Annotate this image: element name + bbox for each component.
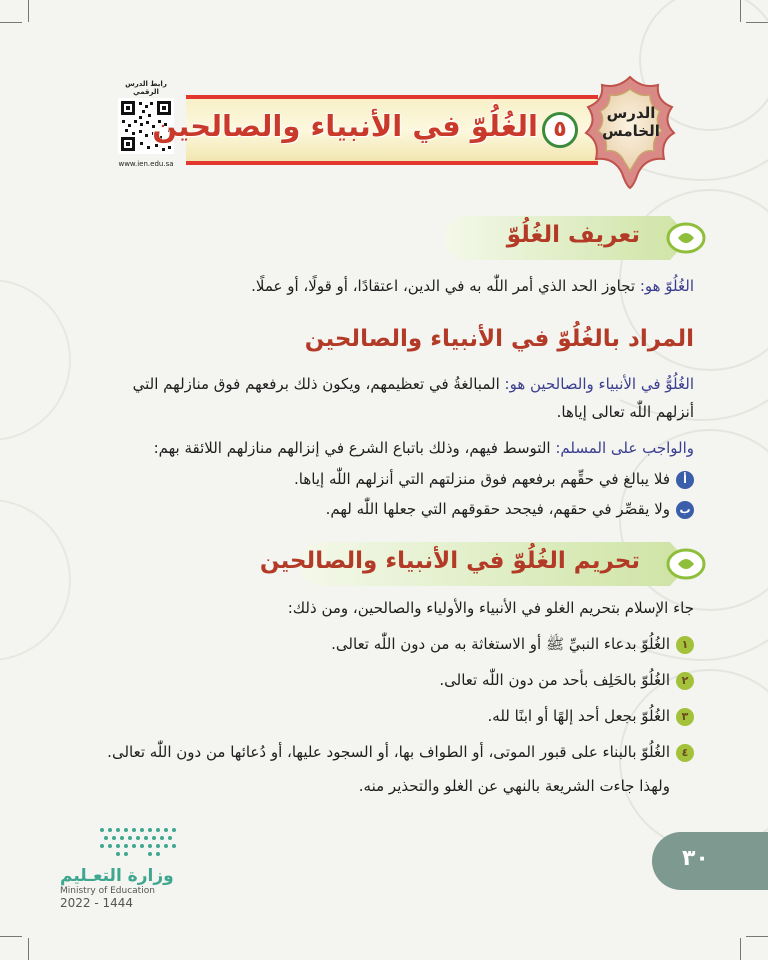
ministry-name-en: Ministry of Education: [60, 886, 155, 896]
lesson-medallion-label: [592, 104, 670, 140]
item-number: ٤: [676, 744, 694, 762]
section2-paragraph2: [54, 434, 694, 462]
crop-mark: [0, 936, 22, 937]
list-item: [54, 626, 694, 662]
crop-mark: [28, 938, 29, 960]
ministry-dots-icon: [60, 822, 190, 862]
section2-list: [54, 464, 694, 524]
item-text: فلا يبالغ في حقِّهم برفعهم فوق منزلتهم التي أنزلهم اللّٰه إياها.: [294, 470, 670, 488]
ministry-logo: [60, 822, 190, 932]
definition-text: تجاوز الحد الذي أمر اللّٰه به في الدين، اعتقادًا، أو قولًا، أو عملًا.: [251, 277, 640, 295]
item-number: ٣: [676, 708, 694, 726]
qr-caption: رابط الدرس الرقمي: [125, 80, 167, 96]
item-number: ب: [676, 501, 694, 519]
list-item: [54, 698, 694, 734]
section2-paragraph1: [54, 370, 694, 426]
edition-year: 2022 - 1444: [60, 896, 134, 910]
list-item: [54, 662, 694, 698]
definition-term: الغُلُوّ هو:: [639, 277, 694, 295]
item-text: ولا يقصِّر في حقهم، فيجحد حقوقهم التي جعلها اللّٰه لهم.: [325, 500, 670, 518]
qr-url: www.ien.edu.sa: [118, 160, 174, 168]
list-item: [54, 464, 694, 494]
item-text: الغُلُوّ بجعل أحد إلهًا أو ابنًا لله.: [487, 707, 670, 725]
page-number-tab: [652, 832, 768, 890]
lesson-title: الغُلُوّ في الأنبياء والصالحين: [152, 109, 538, 143]
obligation-text: التوسط فيهم، وذلك باتباع الشرع في إنزالهم منازلهم اللائقة بهم:: [153, 439, 556, 457]
item-text: الغُلُوّ بالحَلِف بأحد من دون اللّٰه تعالى.: [439, 671, 670, 689]
crop-mark: [0, 22, 22, 23]
item-text: الغُلُوّ بدعاء النبيِّ ﷺ أو الاستغاثة به من دون اللّٰه تعالى.: [331, 635, 670, 653]
item-text: الغُلُوّ بالبناء على قبور الموتى، أو الطواف بها، أو السجود عليها، أو دُعائها من دون اللّٰه تعالى.: [107, 743, 670, 761]
list-item: [54, 494, 694, 524]
lesson-number-badge: ٥: [542, 112, 578, 148]
item-number: ١: [676, 636, 694, 654]
section3-list: [54, 626, 694, 770]
section2-line2: أنزلهم اللّٰه تعالى إياها.: [556, 403, 694, 421]
crop-mark: [28, 0, 29, 22]
item-number: أ: [676, 471, 694, 489]
closing-statement: ولهذا جاءت الشريعة بالنهي عن الغلو والتحذير منه.: [358, 777, 670, 795]
ministry-name-ar: وزارة التعـليم: [60, 866, 174, 886]
section2-line1: المبالغةُ في تعظيمهم، ويكون ذلك برفعهم فوق منازلهم التي: [132, 375, 505, 393]
medallion-line-2: الخامس: [602, 122, 660, 140]
section2-term: الغُلُوُّ في الأنبياء والصالحين هو:: [504, 375, 694, 393]
page-number: ٣٠: [682, 846, 709, 871]
section2-heading: المراد بالغُلُوّ في الأنبياء والصالحين: [304, 326, 694, 352]
section3-intro: جاء الإسلام بتحريم الغلو في الأنبياء والأولياء والصالحين، ومن ذلك:: [287, 599, 694, 617]
section3-heading: تحريم الغُلُوّ في الأنبياء والصالحين: [259, 548, 640, 574]
medallion-line-1: الدرس: [606, 104, 656, 122]
lesson-title-banner: [152, 95, 598, 165]
definition-paragraph: [64, 272, 694, 300]
list-item: [54, 734, 694, 770]
obligation-term: والواجب على المسلم:: [555, 439, 694, 457]
section1-heading: تعريف الغُلُوّ: [506, 222, 640, 248]
item-number: ٢: [676, 672, 694, 690]
